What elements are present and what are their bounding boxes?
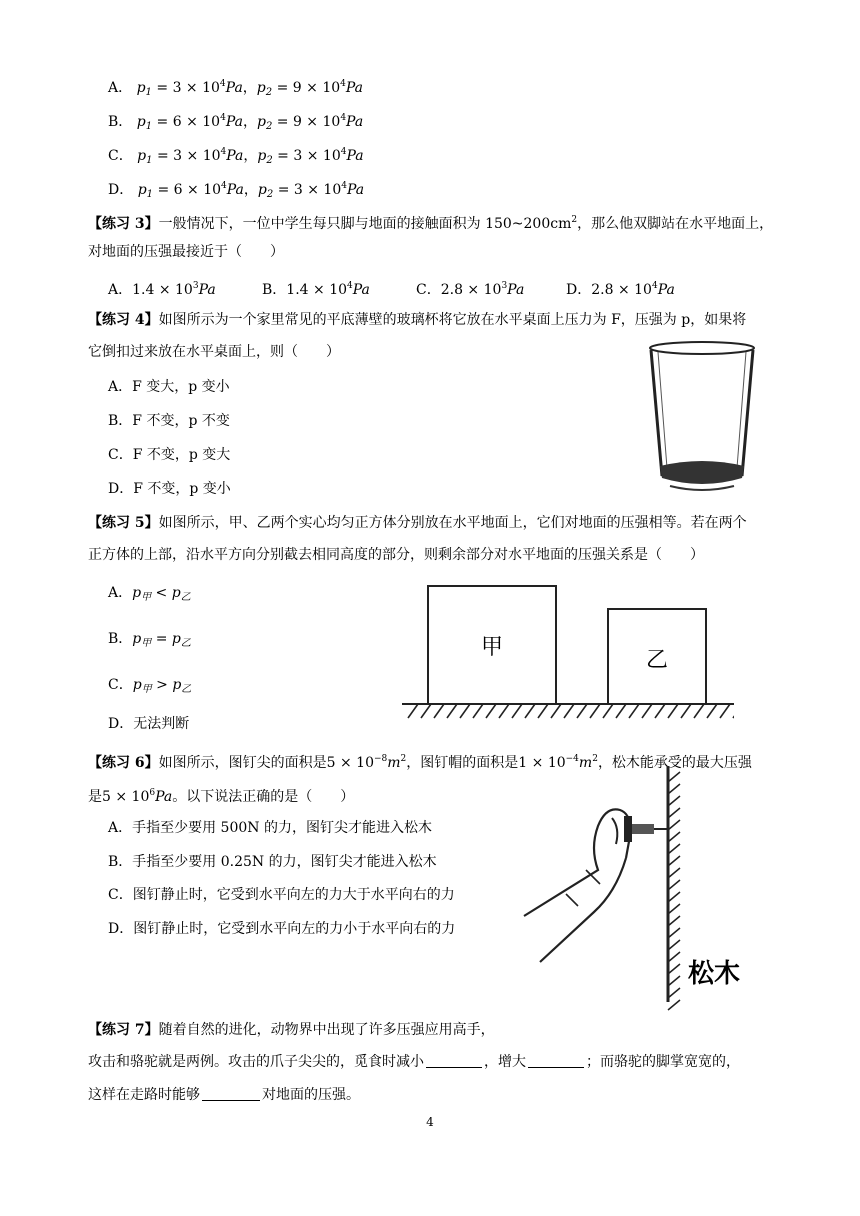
q7-tag: 【练习 7】 (88, 1022, 159, 1038)
q4-option-b: B．F 不变，p 不变 (108, 413, 230, 429)
q4-tag: 【练习 4】 (88, 312, 159, 328)
q6-option-c: C．图钉静止时，它受到水平向左的力大于水平向右的力 (108, 887, 455, 903)
q5-stem-line2: 正方体的上部，沿水平方向分别截去相同高度的部分，则剩余部分对水平地面的压强关系是（ ） (88, 547, 704, 563)
q5-tag: 【练习 5】 (88, 515, 159, 531)
q7-stem-line1: 【练习 7】随着自然的进化，动物界中出现了许多压强应用高手， (88, 1022, 495, 1038)
q2-option-b: B． $p_1 = 6 \times 10^4Pa$，$p_2 = 9 \times 10^4Pa$ (108, 113, 364, 132)
q7-blank-3[interactable] (202, 1086, 260, 1101)
q5-option-a: A．$p_甲 < p_乙$ (108, 585, 191, 603)
q6-stem-line2: 是$5 \times 10^6Pa$。以下说法正确的是（ ） (88, 788, 355, 805)
q3-stem-line1: 【练习 3】一般情况下，一位中学生每只脚与地面的接触面积为 $150\sim 200cm^2$，那么他双脚站在水平地面上， (88, 215, 774, 232)
q3-stem-line2: 对地面的压强最接近于（ ） (88, 244, 284, 260)
cubes-figure (402, 580, 734, 726)
q3-option-b: B．$1.4 \times 10^4Pa$ (262, 281, 370, 298)
q2-option-a: A． $p_1 = 3 \times 10^4Pa$，$p_2 = 9 \times 10^4Pa$ (108, 79, 364, 98)
q6-option-a: A．手指至少要用 500N 的力，图钉尖才能进入松木 (108, 820, 432, 836)
q5-option-d: D．无法判断 (108, 716, 190, 732)
pushpin-finger-figure (520, 766, 770, 1016)
q4-option-a: A．F 变大，p 变小 (108, 379, 230, 395)
q5-option-b: B．$p_甲 = p_乙$ (108, 631, 191, 649)
q2-option-c: C． $p_1 = 3 \times 10^4Pa$，$p_2 = 3 \times 10^4Pa$ (108, 147, 364, 166)
q7-blank-1[interactable] (426, 1053, 482, 1068)
q5-stem-line1: 【练习 5】如图所示，甲、乙两个实心均匀正方体分别放在水平地面上，它们对地面的压强相等。若在两个 (88, 515, 747, 531)
q7-stem-line2: 攻击和骆驼就是两例。攻击的爪子尖尖的，觅食时减小 ，增大 ；而骆驼的脚掌宽宽的， (88, 1054, 740, 1070)
q3-tag: 【练习 3】 (88, 216, 159, 232)
q3-option-d: D．$2.8 \times 10^4Pa$ (566, 281, 675, 298)
q3-option-a: A．$1.4 \times 10^3Pa$ (108, 281, 216, 298)
q5-option-c: C．$p_甲 > p_乙$ (108, 677, 192, 695)
q6-stem-line1: 【练习 6】如图所示，图钉尖的面积是$5 \times 10^{-8}m^2$，图钉帽的面积是$1 \times 10^{-4}m^2$，松木能承受的最大压强 (88, 754, 752, 771)
q4-option-d: D．F 不变，p 变小 (108, 481, 231, 497)
page-number: 4 (426, 1115, 434, 1129)
wood-label: 松木 (688, 959, 741, 989)
q3-option-c: C．$2.8 \times 10^3Pa$ (416, 281, 525, 298)
glass-cup-figure (645, 338, 760, 496)
q4-stem-line2: 它倒扣过来放在水平桌面上，则（ ） (88, 344, 340, 360)
q7-stem-line3: 这样在走路时能够 对地面的压强。 (88, 1087, 360, 1103)
q4-stem-line1: 【练习 4】如图所示为一个家里常见的平底薄壁的玻璃杯将它放在水平桌面上压力为 F，压强为 p，如果将 (88, 312, 747, 328)
q6-option-b: B．手指至少要用 0.25N 的力，图钉尖才能进入松木 (108, 854, 437, 870)
q4-option-c: C．F 不变，p 变大 (108, 447, 231, 463)
cube-yi-label: 乙 (645, 648, 669, 673)
q6-tag: 【练习 6】 (88, 755, 159, 771)
q6-option-d: D．图钉静止时，它受到水平向左的力小于水平向右的力 (108, 921, 456, 937)
cube-jia-label: 甲 (480, 635, 504, 660)
q2-option-d: D． $p_1 = 6 \times 10^4Pa$，$p_2 = 3 \times 10^4Pa$ (108, 181, 365, 200)
q7-blank-2[interactable] (528, 1053, 584, 1068)
